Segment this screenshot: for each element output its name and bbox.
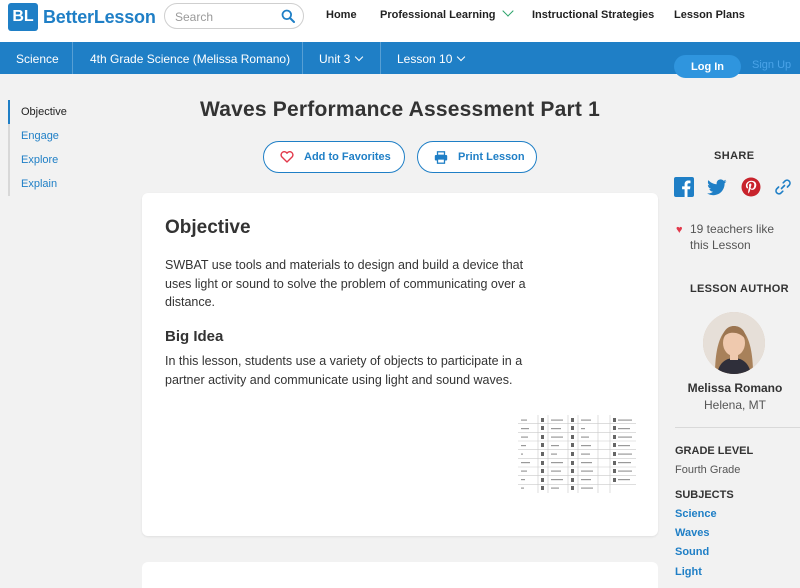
objective-heading: Objective	[165, 217, 251, 238]
search-input[interactable]	[175, 10, 275, 24]
breadcrumb-course[interactable]: 4th Grade Science (Melissa Romano)	[90, 52, 291, 66]
breadcrumb-unit-label: Unit 3	[319, 52, 351, 66]
breadcrumb-lesson[interactable]	[397, 52, 464, 66]
breadcrumb-divider	[72, 42, 73, 74]
nav-lesson-plans[interactable]: Lesson Plans	[674, 9, 745, 21]
link-icon[interactable]	[773, 177, 793, 197]
heart-icon	[280, 151, 294, 163]
twitter-icon[interactable]	[707, 177, 727, 197]
logo-text: BetterLesson	[43, 6, 156, 27]
subnav-objective[interactable]: Objective	[8, 104, 67, 128]
lesson-author-heading: LESSON AUTHOR	[690, 283, 789, 295]
facebook-icon[interactable]	[674, 177, 694, 197]
section-subnav	[8, 104, 67, 200]
printer-icon	[434, 151, 448, 164]
print-lesson-label: Print Lesson	[458, 151, 525, 163]
signup-link[interactable]: Sign Up	[752, 59, 792, 71]
chevron-down-icon	[502, 5, 513, 16]
subject-link-light[interactable]: Light	[675, 566, 702, 578]
print-lesson-button[interactable]	[417, 141, 537, 173]
big-idea-heading: Big Idea	[165, 328, 224, 345]
breadcrumb-subject[interactable]: Science	[16, 52, 59, 66]
breadcrumb-divider	[380, 42, 381, 74]
betterlesson-logo[interactable]	[8, 3, 156, 31]
author-photo	[703, 312, 765, 374]
chevron-down-icon	[355, 53, 363, 61]
grade-level-value: Fourth Grade	[675, 464, 741, 476]
subnav-engage[interactable]: Engage	[8, 128, 67, 152]
nav-professional-learning[interactable]	[380, 9, 512, 21]
search-icon[interactable]	[281, 9, 295, 23]
add-to-favorites-label: Add to Favorites	[304, 151, 391, 163]
chevron-down-icon	[457, 53, 465, 61]
likes-count	[676, 221, 786, 253]
big-idea-text: In this lesson, students use a variety of objects to participate in a partner activity and communicate using light and sound waves.	[165, 354, 523, 387]
breadcrumb-divider	[302, 42, 303, 74]
author-avatar[interactable]	[703, 312, 765, 374]
pinterest-icon[interactable]	[741, 177, 761, 197]
next-section-card	[142, 562, 658, 588]
objective-card	[142, 193, 658, 536]
subject-link-sound[interactable]: Sound	[675, 546, 710, 558]
sidebar-divider	[675, 427, 800, 428]
morse-code-chart-thumbnail[interactable]	[518, 415, 636, 493]
add-to-favorites-button[interactable]	[263, 141, 405, 173]
page-title: Waves Performance Assessment Part 1	[200, 98, 600, 121]
subject-link-science[interactable]: Science	[675, 508, 717, 520]
grade-level-heading: GRADE LEVEL	[675, 445, 754, 457]
author-name[interactable]: Melissa Romano	[687, 381, 783, 395]
objective-text: SWBAT use tools and materials to design and build a device that uses light or sound to solve the problem of communicating over a distance.	[165, 258, 526, 309]
subjects-heading: SUBJECTS	[675, 489, 734, 501]
subnav-explore[interactable]: Explore	[8, 152, 67, 176]
login-button[interactable]: Log In	[674, 55, 741, 78]
heart-icon: ♥	[676, 224, 683, 236]
nav-instructional-strategies[interactable]: Instructional Strategies	[532, 9, 655, 21]
share-heading: SHARE	[714, 150, 755, 162]
top-header	[0, 0, 800, 42]
nav-professional-learning-label: Professional Learning	[380, 9, 496, 21]
breadcrumb-lesson-label: Lesson 10	[397, 52, 453, 66]
logo-badge: BL	[8, 3, 38, 31]
breadcrumb-unit[interactable]	[319, 52, 362, 66]
search-box[interactable]	[164, 3, 304, 29]
author-location: Helena, MT	[703, 398, 767, 412]
subject-link-waves[interactable]: Waves	[675, 527, 710, 539]
likes-text: 19 teachers like this Lesson	[690, 222, 775, 252]
nav-home[interactable]: Home	[326, 9, 357, 21]
subnav-explain[interactable]: Explain	[8, 176, 67, 200]
